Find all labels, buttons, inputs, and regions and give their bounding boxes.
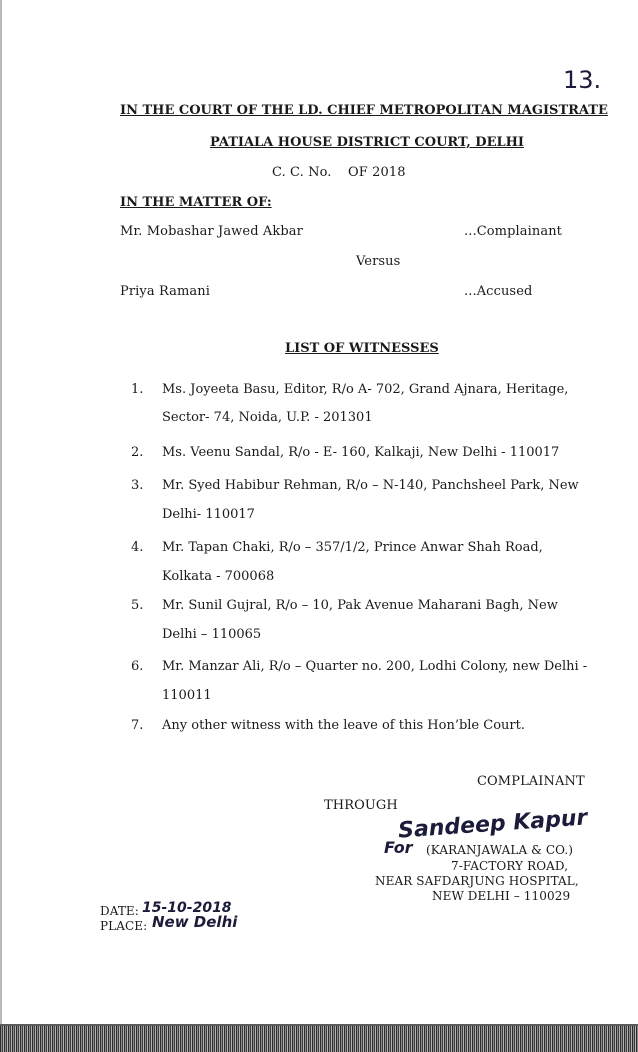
versus-label: Versus	[356, 254, 401, 269]
witness-entry-line: Sector- 74, Noida, U.P. - 201301	[162, 410, 373, 425]
witness-number: 4.	[131, 540, 144, 555]
date-value: 15-10-2018	[142, 900, 232, 916]
witness-list-heading: LIST OF WITNESSES	[285, 341, 439, 356]
witness-entry-line: Kolkata - 700068	[162, 569, 275, 584]
case-year: OF 2018	[348, 165, 406, 180]
witness-number: 2.	[131, 445, 144, 460]
witness-number: 3.	[131, 478, 144, 493]
witness-entry-line: Ms. Veenu Sandal, R/o - E- 160, Kalkaji, New Delhi - 110017	[162, 445, 560, 460]
matter-heading: IN THE MATTER OF:	[120, 195, 272, 210]
witness-number: 7.	[131, 718, 144, 733]
firm-address-2: NEAR SAFDARJUNG HOSPITAL,	[375, 874, 579, 888]
witness-number: 6.	[131, 659, 144, 674]
court-title: IN THE COURT OF THE LD. CHIEF METROPOLITAN MAGISTRATE	[120, 103, 608, 118]
witness-number: 1.	[131, 382, 144, 397]
page-number: 13.	[563, 66, 602, 94]
complainant-label: COMPLAINANT	[477, 774, 585, 789]
scan-edge	[0, 0, 2, 1052]
case-number-label: C. C. No.	[272, 165, 332, 180]
witness-entry-line: Any other witness with the leave of this Hon’ble Court.	[162, 718, 525, 733]
firm-address-1: 7-FACTORY ROAD,	[451, 859, 569, 873]
accused-role: ...Accused	[464, 284, 533, 299]
witness-entry-line: Mr. Tapan Chaki, R/o – 357/1/2, Prince Anwar Shah Road,	[162, 540, 543, 555]
witness-entry-line: Mr. Syed Habibur Rehman, R/o – N-140, Panchsheel Park, New	[162, 478, 579, 493]
handwritten-signature: Sandeep Kapur	[397, 805, 589, 844]
place-label: PLACE:	[100, 919, 148, 933]
firm-address-3: NEW DELHI – 110029	[432, 889, 571, 903]
place-value: New Delhi	[152, 913, 238, 931]
court-subtitle: PATIALA HOUSE DISTRICT COURT, DELHI	[210, 135, 524, 150]
scan-artifact-strip	[0, 1026, 638, 1052]
witness-number: 5.	[131, 598, 144, 613]
complainant-role: ...Complainant	[464, 224, 563, 239]
handwritten-for: For	[384, 838, 413, 857]
accused-name: Priya Ramani	[120, 284, 210, 299]
through-label: THROUGH	[324, 798, 398, 813]
firm-name: (KARANJAWALA & CO.)	[426, 843, 574, 857]
witness-entry-line: Mr. Sunil Gujral, R/o – 10, Pak Avenue Maharani Bagh, New	[162, 598, 558, 613]
witness-entry-line: Ms. Joyeeta Basu, Editor, R/o A- 702, Grand Ajnara, Heritage,	[162, 382, 569, 397]
date-label: DATE:	[100, 904, 139, 918]
complainant-name: Mr. Mobashar Jawed Akbar	[120, 224, 303, 239]
witness-entry-line: 110011	[162, 688, 212, 703]
witness-entry-line: Delhi – 110065	[162, 627, 262, 642]
witness-entry-line: Mr. Manzar Ali, R/o – Quarter no. 200, Lodhi Colony, new Delhi -	[162, 659, 588, 674]
witness-entry-line: Delhi- 110017	[162, 507, 255, 522]
